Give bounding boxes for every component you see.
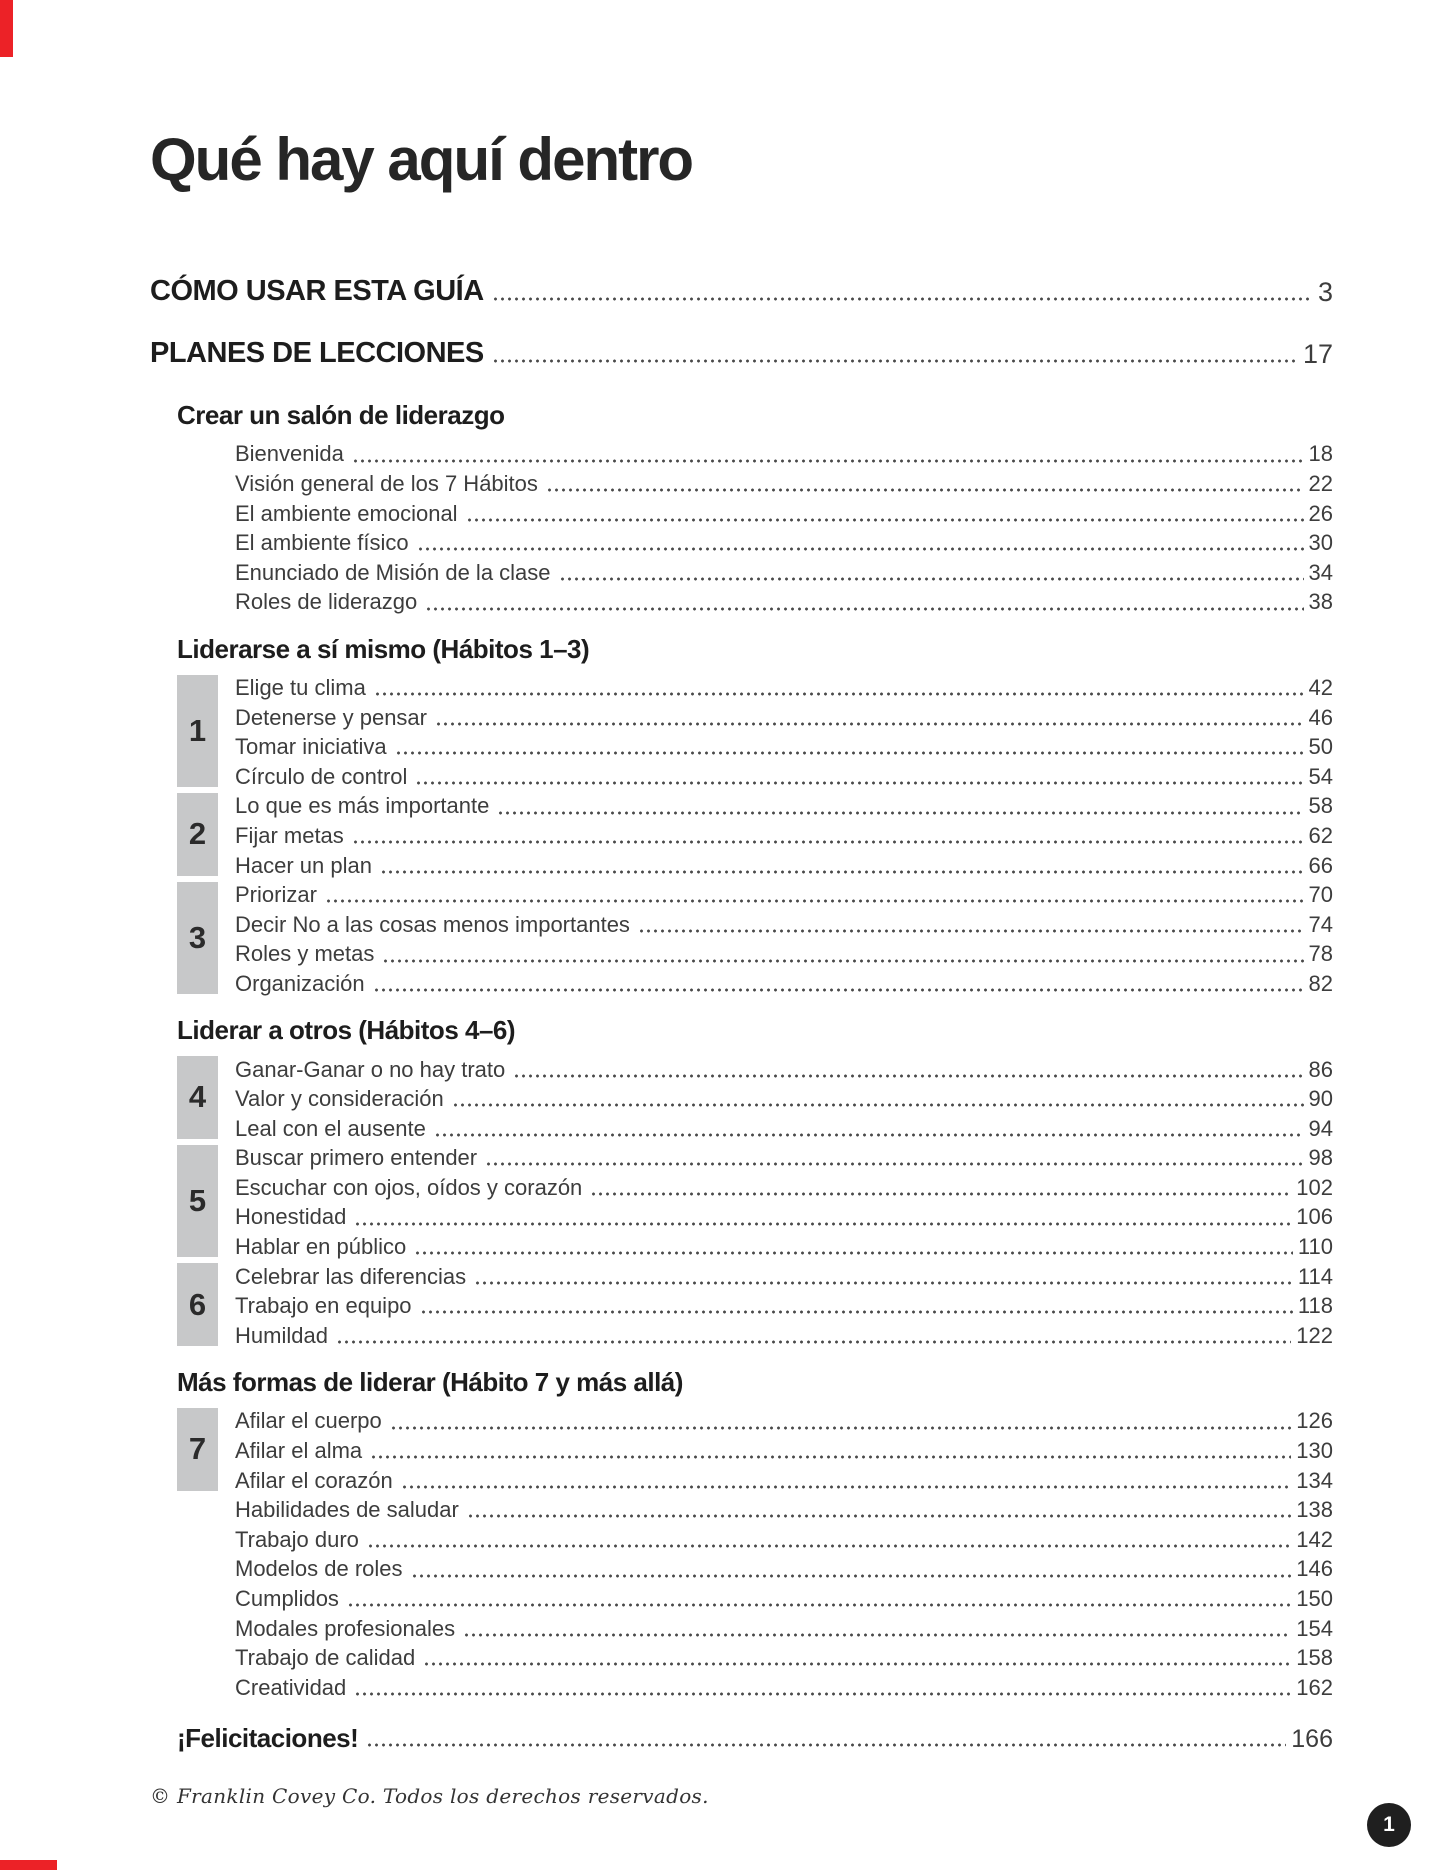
section-heading: Liderarse a sí mismo (Hábitos 1–3) [177,633,590,664]
habit-badge-6: 6 [177,1263,218,1346]
dot-leader [467,1513,1291,1518]
toc-entry-label: Hablar en público [235,1234,407,1260]
habit-badge-3: 3 [177,882,218,994]
red-crop-mark-bottom-left [0,1860,57,1870]
toc-entry [235,438,1333,468]
toc-entry-page: 82 [1308,970,1333,996]
dot-leader [347,1602,1291,1607]
toc-entry [235,1523,1333,1553]
toc-entry [235,468,1333,498]
toc-entry-page: 106 [1296,1204,1333,1230]
toc-entry [235,556,1333,586]
toc-entry-page: 22 [1308,471,1333,496]
toc-entry-label: Bienvenida [235,441,344,467]
toc-entry-page: 66 [1308,852,1333,878]
toc-entry-page: 162 [1296,1674,1333,1700]
dot-leader [425,606,1303,611]
toc-entry-label: Círculo de control [235,763,408,789]
toc-entry [235,1112,1333,1142]
toc-entry-page: 42 [1308,674,1333,700]
dot-leader [415,780,1303,785]
toc-entry-label: Detenerse y pensar [235,704,427,730]
toc-entry-label: Tomar iniciativa [235,734,387,760]
toc-entry-page: 150 [1296,1586,1333,1611]
toc-entry-page: 74 [1308,911,1333,937]
dot-leader [474,1280,1293,1285]
toc-entry-label: Afilar el cuerpo [235,1408,382,1434]
toc-entry-page: 154 [1296,1615,1333,1641]
toc-entry-label: Buscar primero entender [235,1145,478,1171]
dot-leader [390,1425,1292,1430]
toc-entry-page: 142 [1296,1526,1333,1552]
toc-closing-entry [150,1712,1333,1752]
dot-leader [373,987,1304,992]
toc-entry-label: Modelos de roles [235,1556,403,1582]
toc-entry-label: Ganar-Ganar o no hay trato [235,1056,506,1082]
habit-group [150,672,1333,790]
toc-entry-page: 34 [1308,559,1333,585]
toc-entry [235,1464,1333,1494]
toc-entry-page: 30 [1308,530,1333,556]
toc-entry [235,1494,1333,1524]
toc-entry-page: 26 [1308,500,1333,526]
habit-group-rows [150,1142,1333,1260]
toc-content [150,125,1333,1752]
dot-leader [374,691,1304,696]
habit-badge-5: 5 [177,1145,218,1257]
toc-section [150,398,1333,616]
habit-badge-7: 7 [177,1408,218,1491]
toc-entry-label: Leal con el ausente [235,1115,426,1141]
toc-entry-label: Roles de liderazgo [235,589,418,615]
toc-entry-label: Organización [235,970,365,996]
toc-entry-label: Honestidad [235,1204,347,1230]
toc-entry-label: Modales profesionales [235,1615,456,1641]
toc-entry [235,1053,1333,1083]
toc-section [150,1365,1333,1701]
toc-entry-page: 134 [1296,1467,1333,1493]
toc-entry [235,1083,1333,1113]
dot-leader [466,517,1304,522]
toc-entry-page: 114 [1297,1263,1333,1289]
toc-entry-label: El ambiente físico [235,530,409,556]
toc-top-entry [150,332,1333,368]
habit-group [150,790,1333,879]
toc-entry-page: 102 [1296,1174,1333,1200]
toc-entry [235,1612,1333,1642]
toc-entry [235,968,1333,998]
toc-entry [235,497,1333,527]
habit-group-rows [150,1053,1333,1142]
toc-entry [235,938,1333,968]
toc-entry-page: 38 [1308,589,1333,615]
dot-leader [492,296,1313,301]
copyright-notice: © Franklin Covey Co. Todos los derechos reservados. [150,1784,709,1808]
toc-entry-page: 18 [1308,441,1333,467]
toc-entry [235,1671,1333,1701]
dot-leader [370,1454,1291,1459]
toc-entry-label: Habilidades de saludar [235,1497,459,1523]
toc-entry-page: 46 [1308,704,1333,730]
toc-top-entry-label: PLANES DE LECCIONES [150,336,484,369]
toc-entry-label: Trabajo de calidad [235,1645,416,1671]
habit-group [150,1405,1333,1494]
toc-section [150,1013,1333,1349]
section-heading: Crear un salón de liderazgo [177,400,505,430]
toc-entry-page: 70 [1308,882,1333,908]
page-number-badge [1367,1803,1411,1847]
toc-entry-page: 146 [1296,1556,1333,1582]
toc-entry [235,672,1333,702]
habit-group-rows [150,879,1333,997]
toc-entry-page: 50 [1308,734,1333,760]
habit-badge-2: 2 [177,793,218,876]
dot-leader [423,1661,1291,1666]
toc-entry-page: 158 [1296,1645,1333,1671]
toc-entry-label: Escuchar con ojos, oídos y corazón [235,1174,583,1200]
toc-top-entry-page: 3 [1317,276,1333,307]
toc-entry-label: Celebrar las diferencias [235,1263,467,1289]
habit-group-rows [150,1260,1333,1349]
dot-leader [395,750,1304,755]
toc-entry [235,1319,1333,1349]
toc-entry-label: Trabajo duro [235,1526,359,1552]
dot-leader [513,1073,1303,1078]
toc-closing-entry-label: ¡Felicitaciones! [177,1722,359,1753]
toc-closing-entry-page: 166 [1291,1724,1333,1753]
toc-entry [235,1260,1333,1290]
section-heading: Más formas de liderar (Hábito 7 y más allá) [177,1367,683,1398]
toc-entry [235,527,1333,557]
toc-entry-label: Valor y consideración [235,1086,444,1112]
toc-entry-label: Elige tu clima [235,674,366,700]
habit-group [150,1053,1333,1142]
toc-entry-label: Priorizar [235,882,317,908]
habit-badge-1: 1 [177,675,218,787]
toc-entry [235,790,1333,820]
red-crop-mark-top-left [0,0,13,57]
page-title: Qué hay aquí dentro [150,126,693,193]
toc-entry [235,849,1333,879]
dot-leader [463,1632,1291,1637]
toc-entry-page: 94 [1308,1115,1333,1141]
dot-leader [367,1543,1291,1548]
habit-group [150,1260,1333,1349]
habit-group [150,438,1333,616]
habit-group [150,879,1333,997]
toc-entry-page: 126 [1296,1408,1333,1434]
toc-entry-label: Lo que es más importante [235,793,490,819]
toc-entry [235,1290,1333,1320]
toc-entry-page: 86 [1308,1056,1333,1082]
toc-entry [235,908,1333,938]
dot-leader [336,1339,1291,1344]
dot-leader [546,487,1304,492]
toc-entry-page: 90 [1308,1086,1333,1112]
toc-entry-label: Roles y metas [235,941,375,967]
toc-entry-page: 138 [1296,1497,1333,1523]
dot-leader [411,1573,1292,1578]
habit-badge-4: 4 [177,1056,218,1139]
dot-leader [452,1102,1304,1107]
habit-group-rows [150,1405,1333,1494]
dot-leader [354,1221,1291,1226]
toc-entry [235,731,1333,761]
dot-leader [420,1309,1293,1314]
dot-leader [434,1132,1304,1137]
toc-entry [235,879,1333,909]
dot-leader [366,1742,1286,1747]
habit-group-rows [150,1494,1333,1701]
dot-leader [638,928,1304,933]
toc-entry-label: Enunciado de Misión de la clase [235,559,551,585]
dot-leader [590,1191,1291,1196]
toc-entry [235,1553,1333,1583]
toc-entry-label: Humildad [235,1322,328,1348]
toc-entry-page: 54 [1308,763,1333,789]
toc-entry-label: Afilar el alma [235,1438,363,1464]
toc-entry-label: Creatividad [235,1674,347,1700]
dot-leader [380,869,1304,874]
toc-entry [235,1201,1333,1231]
page-number: 1 [1383,1813,1395,1836]
toc-sections [150,398,1333,1701]
toc-entry-label: Trabajo en equipo [235,1293,412,1319]
toc-section [150,632,1333,998]
toc-entry [235,1642,1333,1672]
toc-entry-page: 118 [1297,1293,1333,1319]
toc-top-entry [150,270,1333,306]
toc-entry [235,1405,1333,1435]
toc-entry-label: Hacer un plan [235,852,372,878]
habit-group-rows [150,790,1333,879]
toc-top-entry-page: 17 [1302,338,1333,369]
habit-group-rows [150,438,1333,616]
dot-leader [325,898,1304,903]
toc-entry-page: 110 [1297,1234,1333,1260]
toc-entry-label: Decir No a las cosas menos importantes [235,911,630,937]
toc-entry-label: Afilar el corazón [235,1467,393,1493]
toc-entry [235,701,1333,731]
toc-top-entry-label: CÓMO USAR ESTA GUÍA [150,274,484,307]
toc-entry-page: 62 [1308,822,1333,848]
dot-leader [352,839,1304,844]
toc-entry [235,586,1333,616]
toc-entry-label: El ambiente emocional [235,500,458,526]
toc-entry [235,820,1333,850]
habit-group [150,1494,1333,1701]
toc-entry-page: 58 [1308,793,1333,819]
toc-entry [235,1171,1333,1201]
toc-entry [235,1142,1333,1172]
section-heading: Liderar a otros (Hábitos 4–6) [177,1015,516,1046]
dot-leader [382,958,1303,963]
dot-leader [417,546,1304,551]
dot-leader [492,358,1298,363]
toc-entry-label: Fijar metas [235,822,344,848]
toc-entry-page: 98 [1308,1145,1333,1171]
habit-group [150,1142,1333,1260]
dot-leader [414,1250,1293,1255]
toc-entry [235,1435,1333,1465]
dot-leader [497,810,1303,815]
toc-entry-page: 122 [1296,1322,1333,1348]
dot-leader [435,721,1304,726]
toc-entry [235,1231,1333,1261]
toc-entry [235,1583,1333,1613]
dot-leader [352,458,1304,463]
toc-entry-label: Visión general de los 7 Hábitos [235,471,538,496]
dot-leader [485,1161,1303,1166]
toc-entry-label: Cumplidos [235,1586,339,1611]
dot-leader [354,1691,1291,1696]
dot-leader [559,576,1304,581]
toc-entry-page: 78 [1308,941,1333,967]
toc-entry [235,760,1333,790]
dot-leader [401,1484,1292,1489]
habit-group-rows [150,672,1333,790]
toc-entry-page: 130 [1296,1438,1333,1464]
